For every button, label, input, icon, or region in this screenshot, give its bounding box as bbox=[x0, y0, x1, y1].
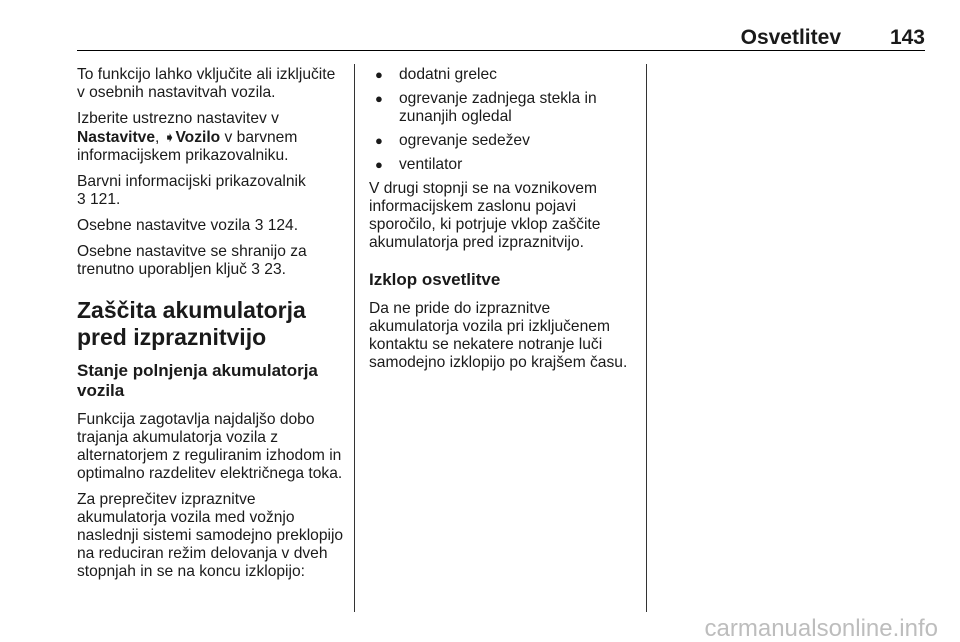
right-column bbox=[369, 66, 637, 380]
menu-vehicle: Vozilo bbox=[175, 129, 221, 146]
paragraph-display-ref: Barvni informacijski prikazovalnik 3 121. bbox=[77, 173, 306, 208]
left-column bbox=[77, 66, 345, 589]
page-reference[interactable]: 3 23. bbox=[251, 261, 286, 278]
list-item: ● ogrevanje sedežev bbox=[375, 132, 530, 149]
systems-list bbox=[369, 66, 637, 174]
list-item: ● ogrevanje zadnjega stekla in zunanjih ogledal bbox=[375, 90, 597, 125]
bullet-icon: ● bbox=[375, 91, 383, 106]
paragraph-personal-settings: Osebne nastavitve vozila 3 124. bbox=[77, 217, 299, 234]
paragraph-function: Funkcija zagotavlja najdaljšo dobo trajanja akumulatorja vozila z alternatorjem z reguliranim izhodom in optimalno razdelitev električnega toka. bbox=[77, 411, 343, 482]
paragraph-second-stage: V drugi stopnji se na voznikovem informacijskem zaslonu pojavi sporočilo, ki potrjuje vklop zaščite akumulatorja pred izpraznitvijo. bbox=[369, 180, 601, 251]
list-item: ● dodatni grelec bbox=[375, 66, 497, 83]
arrow-icon: ➧ bbox=[163, 129, 176, 145]
bullet-icon: ● bbox=[375, 133, 383, 148]
subsection-heading: Izklop osvetlitve bbox=[369, 270, 501, 289]
bullet-icon: ● bbox=[375, 157, 383, 172]
menu-settings: Nastavitve bbox=[77, 129, 156, 146]
paragraph-toggle-info: To funkcijo lahko vključite ali izključite v osebnih nastavitvah vozila. bbox=[77, 66, 336, 101]
watermark: carmanualsonline.info bbox=[704, 615, 938, 642]
list-item: ● ventilator bbox=[375, 156, 463, 173]
subsection-heading: Stanje polnjenja akumulatorja vozila bbox=[77, 361, 318, 400]
page-reference[interactable]: 3 124. bbox=[254, 217, 299, 234]
bullet-icon: ● bbox=[375, 67, 383, 82]
paragraph-key-storage: Osebne nastavitve se shranijo za trenutno uporabljen ključ 3 23. bbox=[77, 243, 307, 278]
paragraph-lights-off: Da ne pride do izpraznitve akumulatorja vozila pri izključenem kontaktu se nekatere notranje luči samodejno izklopijo po krajšem času. bbox=[369, 300, 628, 371]
column-divider-right bbox=[646, 64, 647, 612]
page-header bbox=[77, 26, 925, 51]
paragraph-select-setting: Izberite ustrezno nastavitev v Nastavitve, ➧Vozilo v barvnem informacijskem prikazovalniku. bbox=[77, 110, 298, 164]
page-number: 143 bbox=[889, 26, 925, 49]
paragraph-prevention: Za preprečitev izpraznitve akumulatorja vozila med vožnjo naslednji sistemi samodejno preklopijo na reduciran režim delovanja v dveh stopnjah in se na koncu izklopijo: bbox=[77, 491, 344, 580]
column-divider-left bbox=[354, 64, 355, 612]
page-reference[interactable]: 3 121. bbox=[77, 191, 121, 208]
section-heading: Zaščita akumulatorja pred izpraznitvijo bbox=[77, 297, 306, 350]
section-title: Osvetlitev bbox=[740, 26, 841, 49]
